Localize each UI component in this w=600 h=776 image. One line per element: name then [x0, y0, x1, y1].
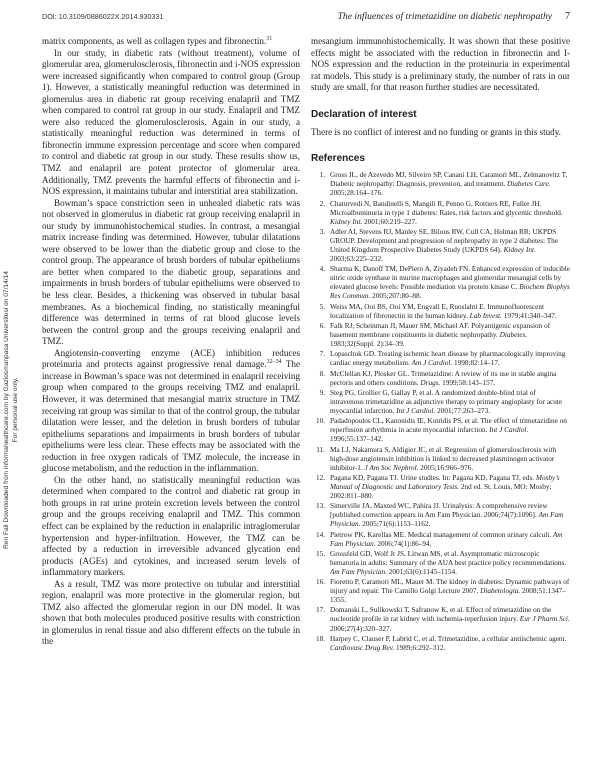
reference-journal: Cardiovasc Drug Rev. [330, 643, 395, 652]
sidebar-line-2: For personal use only. [11, 377, 19, 443]
reference-journal: Diabetes. [499, 331, 528, 340]
reference-citation: 2005;207:80–88. [370, 292, 422, 301]
reference-text: Simerville JA, Maxted WC, Pahira JJ. Urinalysis: A comprehensive review [published correction appears in Am Fam Physician. 2006;74(7):1096]. [330, 502, 548, 520]
paragraph: In our study, in diabetic rats (without treatment), volume of glomerular area, glomerulosclerosis, fibronectin and i-NOS expression were increased significantly when compared to control group (Group 1). However, a statistically meaningful reduction was determined in glomerulus area in diabetic rat group receiving enalapril and TMZ when compared to control rat group in our study. Enalapril and TMZ were also reduced the glomerulosclerosis. Again in our study, a statistically meaningful reduction was determined in terms of fibronectin immune expression percentage and score when compared to control and diabetic rat group in our study. These results show us, TMZ and enalapril are potent protector of glomerular area. Additionally, TMZ prevents the harmful effects of fibronectin and i-NOS expression, it maintains tubular and interstitial area stabilization. [42, 47, 300, 197]
doi: DOI: 10.3109/0886022X.2014.930331 [42, 12, 164, 21]
reference-text: Padadopoulos CL, Kanonidis IE, Kotridis PS, et al. The effect of trimetazidine on reperfusion arrhythmia in acute myocardial infarction. [330, 417, 567, 435]
reference-item [311, 200, 570, 227]
paragraph: mesangium immunohistochemically. It was shown that these positive effects might be associated with the reduction in fibronectin and I-NOS expression and the reduction in the proteinuria in experimental rat models. This study is a preliminary study, the number of rats in our study are small, for that reason further studies are necessitated. [311, 36, 570, 93]
reference-journal: Drugs. [420, 378, 441, 387]
reference-citation: 2005;16:966–976. [418, 463, 474, 472]
reference-journal: Am Fam Physician. [330, 530, 563, 548]
paragraph: matrix components, as well as collagen types and fibronectin.$^{31}$ [42, 35, 273, 46]
reference-citation: 1999;58:143–157. [440, 378, 496, 387]
reference-text: Gross JL, de Azevedo MJ, Silveiro SP, Canani LH, Caramori ML, Zelmanovitz T. Diabetic nephropathy: Diagnosis, prevention, and treatment. [330, 171, 568, 189]
reference-item [311, 474, 570, 501]
reference-item [311, 446, 570, 473]
reference-number: 16. [315, 578, 325, 587]
references-heading: References [311, 153, 365, 165]
paragraph: On the other hand, no statistically meaningful reduction was determined when compared to the control and diabetic rat group in both groups in rat urine protein excretion levels between the control group and the groups receiving enalapril and TMZ. This common effect can be explained by the reduction in enalaprilic intraglomerular hypertension and hyper-infiltration. However, the TMZ can be affected by a reduction in irreversible advanced glycation end products (AGEs) and cytokines, and increased serum levels of inflammatory markers. [42, 474, 300, 578]
reference-journal: Int J Cardiol. [396, 406, 436, 415]
reference-item [311, 502, 570, 529]
reference-item [311, 606, 570, 633]
reference-text: Pietrow PK, Karellas ME. Medical management of common urinary calculi. [330, 530, 552, 539]
declaration-text: There is no conflict of interest and no funding or grants in this study. [311, 126, 561, 137]
reference-number: 6. [319, 321, 325, 330]
reference-text: Harpey C, Clauser P, Labrid C, et al. Trimetazidine, a cellular antiischemic agent. [330, 634, 567, 643]
reference-item [311, 417, 570, 444]
reference-item [311, 265, 570, 301]
reference-number: 9. [319, 388, 325, 397]
reference-journal: Am J Cardiol. [411, 359, 453, 368]
paragraph: Bowman’s space constriction seen in unhealed diabetic rats was not observed in glomerulus in diabetic rat group receiving enalapril in our study by immunohistochemical studies. In contrast, a mesangial matrix increase finding was determined. However, tubular dilatations were observed to be lower than the diabetic group and close to the control group. The appearance of brush borders of tubular epitheliums are better when compared to the diabetic group, separations and impairments in brush borders of tubular epitheliums were observed to be less clear. Besides, a thickening was observed in tubular basal membranes. As a biochemical finding, no statistically meaningful difference was determined in terms of rat blood glucose levels between the control group and the groups receiving enalapril and TMZ. [42, 197, 300, 347]
reference-journal: Eur J Pharm Sci. [519, 615, 570, 624]
reference-number: 5. [319, 302, 325, 311]
reference-number: 1. [319, 171, 325, 180]
reference-citation: 2005;71(6):1153–1162. [360, 520, 431, 529]
reference-text: Lopaschuk GD. Treating ischemic heart disease by pharmacologically improving cardiac energy metabolism. [330, 350, 566, 368]
reference-citation: 2006;74(1):86–94. [375, 539, 432, 548]
reference-number: 17. [315, 606, 325, 615]
reference-citation: 1983;32(Suppl. 2):34–39. [330, 340, 405, 349]
reference-list [311, 171, 570, 653]
reference-journal: J Am Soc Nephrol. [364, 463, 419, 472]
reference-citation: 2nd ed. St. Louis, MO: Mosby; 2002:811–880. [330, 482, 552, 500]
reference-text: Fioretto P, Caramori ML, Mauer M. The kidney in diabetes: Dynamic pathways of injury and repair. The Camillo Golgi Lecture 2007. [330, 578, 570, 596]
reference-number: 8. [319, 369, 325, 378]
reference-number: 13. [315, 502, 325, 511]
running-title: The influences of trimetazidine on diabetic nephropathy [337, 11, 552, 22]
reference-number: 10. [315, 417, 325, 426]
reference-journal: Am Fam Physician. [330, 511, 564, 529]
reference-journal: Biochem Biophys Res Commun. [330, 283, 570, 301]
reference-text: McClellan KJ, Plosker GL. Trimetazidine: A review of its use in stable angina pectoris and others conditions. [330, 369, 557, 387]
reference-number: 12. [315, 473, 325, 482]
reference-journal: Am Fam Physician. [330, 567, 387, 576]
reference-item [311, 350, 570, 368]
reference-item [311, 322, 570, 349]
reference-journal: Diabetologia. [480, 587, 521, 596]
reference-journal: Int J Cardiol. [489, 426, 529, 435]
reference-number: 4. [319, 265, 325, 274]
reference-item [311, 389, 570, 416]
reference-number: 14. [315, 530, 325, 539]
reference-text: Adler AI, Stevens RJ, Manley SE, Bilous RW, Cull CA, Holman RR; UKPDS GROUP. Development and progression of nephropathy in type 2 diabetes: The United Kingdom Prospective Diabetes Study (UKPDS 64). [330, 227, 558, 255]
reference-text: Falk RJ, Scheinman JI, Mauer SM, Michael AF. Polyantigenic expansion of basement membrane constituents in diabetic nephropathy. [330, 321, 551, 340]
reference-item [311, 578, 570, 605]
reference-journal: Diabetes Care. [506, 180, 551, 189]
reference-text: Domanski L, Sulikowski T, Safranow K, et al. Effect of trimetazidine on the nucleotide profile in rat kidney with ischemia-reperfusion injury. [330, 606, 552, 624]
reference-number: 2. [319, 199, 325, 208]
reference-citation: 2001;63(6):1145–1154. [386, 567, 457, 576]
reference-number: 3. [319, 227, 325, 236]
reference-text: Pagana KD, Pagana TJ. Urine studies. In: Pagana KD, Pagana TJ, eds. [330, 473, 535, 482]
reference-journal: Mosby’s Manual of Diagnostic and Laboratory Tests. [330, 473, 560, 491]
paragraph: Angiotensin-converting enzyme (ACE) inhibition reduces proteinuria and protects against progressive renal damage.$^{32-34}$ The increase in Bowman’s space was not determined in enalapril receiving group when compared to the groups receiving TMZ and enalapril. However, it was determined that mesangial matrix structure in TMZ receiving rat group was similar to that of the control group, the tubular dilatation were lesser, and the deletion in brush borders of tubular epitheliums separations and impairments in brush borders of tubular epitheliums were less clear. These effects may be associated with the reduction in free oxygen radicals of TMZ molecule, the increase in glucose metabolism, and the reduction in the inflammation. [42, 347, 300, 474]
reference-item [311, 550, 570, 577]
reference-item [311, 370, 570, 388]
reference-citation: 1989;6:292–312. [394, 643, 446, 652]
reference-citation: 2005;28:164–176. [330, 189, 383, 198]
page-header [42, 12, 570, 26]
reference-citation: 2008;51:1347–1355. [330, 587, 566, 605]
reference-citation: 1996;55:137–142. [330, 435, 383, 444]
reference-text: Chaturvedi N, Bandinelli S, Mangili R, Penno G, Rottiers RE, Fuller JH. Microalbuminuria in type 1 diabetes: Rates, risk factors and glycemic threshold. [330, 199, 563, 217]
right-column [311, 36, 570, 654]
reference-number: 18. [315, 634, 325, 643]
reference-citation: 2001;60:219–227. [362, 217, 417, 226]
reference-text: Weiss MA, Ooi BS, Ooi YM, Engvall E, Ruoslahti E. Immunofluorescent localization of fibronectin in the human kidney. [330, 302, 545, 320]
reference-journal: Lab Invest. [469, 311, 502, 320]
reference-citation: 2003;63:225–232. [330, 255, 383, 264]
reference-number: 7. [319, 350, 325, 359]
paragraph: As a result, TMZ was more protective on tubular and interstitial region, enalapril was more protective in the glomerular region, but TMZ also affected the glomerular region in our DN model. It was shown that both molecules produced positive results with constriction in glomerulus in renal tissue and also different effects on the tubule in the [42, 578, 300, 647]
reference-citation: 2006;27(4):320–327. [330, 624, 392, 633]
page-number: 7 [565, 11, 570, 22]
reference-text: Ma LJ, Nakamura S, Aldigier JC, et al. Regression of glomerulosclerosis with high-dose angiotensin inhibition is linked to decreased plasminogen activator inhibitor-1. [330, 445, 557, 472]
reference-text: Sharma K, Danoff TM, DePiero A, Ziyadeh FN. Enhanced expression of inducible nitric oxide synthase in murine macrophages and glomerular mesangial cells by elevated glucose levels: Possible mediation via protein kinase C. [330, 265, 570, 292]
reference-text: Steg PG, Grollier G, Gallay P, et al. A randomized double-blind trial of intravenous trimetazidine as adjunctive therapy to primary angioplasty for acute myocardial infarction. [330, 388, 563, 415]
reference-citation: 1998;82:14–17. [452, 359, 500, 368]
reference-item [311, 171, 570, 198]
reference-item [311, 531, 570, 549]
reference-journal: Kidney Int. [330, 217, 363, 226]
reference-item [311, 303, 570, 321]
reference-number: 11. [316, 445, 325, 454]
reference-citation: 1979;41:340–347. [501, 311, 557, 320]
reference-item [311, 228, 570, 264]
reference-citation: 2001;77:263–273. [435, 406, 491, 415]
reference-item [311, 635, 570, 653]
sidebar-line-1: Ren Fail Downloaded from informahealthcare.com by Gaziosmanpasa Universitesi on 07/14/14 [3, 271, 10, 549]
download-sidebar-note [3, 190, 33, 630]
reference-number: 15. [315, 549, 325, 558]
left-column [42, 36, 300, 648]
reference-journal: Kidney Int. [503, 246, 536, 255]
reference-text: Grossfeld GD, Wolf Jr JS, Litwan MS, et al. Asymptomatic microscopic hematuria in adults: Summary of the AUA best practice policy recommendations. [330, 549, 567, 567]
declaration-heading: Declaration of interest [311, 108, 417, 120]
